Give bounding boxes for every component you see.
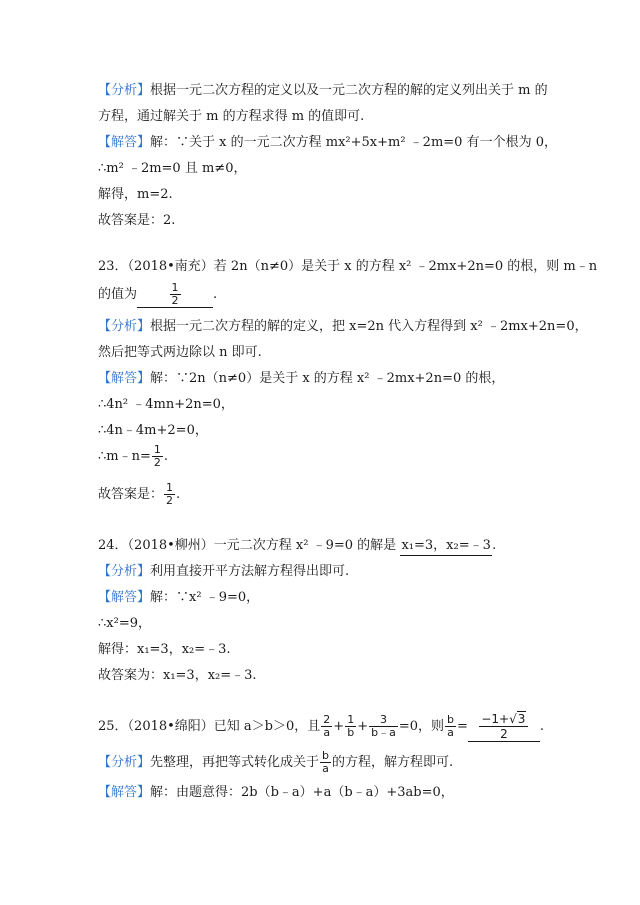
q23-solution-line — [98, 370, 580, 388]
q25-question-text: 25．（2018•绵阳）已知 a＞b＞0，且 — [98, 719, 321, 734]
q23-step-1: ∴4n² ﹣4mn+2n=0， — [98, 397, 234, 412]
analysis-text: 利用直接开平方法解方程得出即可. — [150, 564, 350, 579]
analysis-tag: 【分析】 — [98, 319, 151, 334]
q25-fraction-3-over-b-minus-a: $\frac{3}{b﹣a}$ — [371, 713, 396, 739]
analysis-tag: 【分析】 — [98, 83, 151, 98]
solution-text: 解：∵关于 x 的一元二次方程 mx²+5x+m² ﹣2m=0 有一个根为 0， — [150, 135, 557, 150]
analysis-tag: 【分析】 — [98, 564, 151, 579]
solution-text: 解：∵2n（n≠0）是关于 x 的方程 x² ﹣2mx+2n=0 的根， — [150, 371, 505, 386]
q25-fraction-2-over-a: $\frac{2}{a}$ — [323, 713, 331, 739]
q22-step-1: ∴m² ﹣2m=0 且 m≠0， — [98, 161, 247, 176]
q23-question-line-2: 的值为 $\frac{1}{2}$ . — [98, 281, 218, 307]
q24-question: 24．（2018•柳州）一元二次方程 x² ﹣9=0 的解是 x₁=3，x₂=﹣3. — [98, 537, 580, 556]
q23-step-3: ∴m﹣n= $\frac{1}{2}$ . — [98, 443, 169, 469]
q25-fraction-b-over-a: $\frac{b}{a}$ — [447, 713, 454, 739]
q24-solution-line — [98, 589, 580, 607]
solution-tag: 【解答】 — [98, 590, 151, 605]
q23-answer-fraction: $\frac{1}{2}$ — [171, 281, 179, 307]
q24-step-3: 故答案为：x₁=3，x₂=﹣3. — [98, 668, 257, 683]
q25-answer-fraction: $\frac{-1+√3}{2}$ — [479, 712, 528, 741]
q23-step-2: ∴4n﹣4m+2=0， — [98, 423, 208, 438]
solution-tag: 【解答】 — [98, 135, 151, 150]
q23-step-4-text: 故答案是： — [98, 487, 164, 502]
analysis-text: 先整理，再把等式转化成关于 — [150, 755, 320, 770]
solution-tag: 【解答】 — [98, 785, 151, 800]
q23-analysis-line-2: 然后把等式两边除以 n 即可. — [98, 345, 262, 360]
q23-analysis-line — [98, 318, 588, 336]
analysis-tag: 【分析】 — [98, 755, 151, 770]
analysis-text: 根据一元二次方程的定义以及一元二次方程的解的定义列出关于 m 的 — [150, 83, 548, 98]
q23-question: 23．（2018•南充）若 2n（n≠0）是关于 x 的方程 x² ﹣2mx+2n=0 的根，则 m﹣n — [98, 259, 598, 274]
q22-analysis-line-2: 方程，通过解关于 m 的方程求得 m 的值即可. — [98, 109, 365, 124]
solution-text: 解：∵x² ﹣9=0， — [150, 590, 260, 605]
q23-step-4: 故答案是： $\frac{1}{2}$ . — [98, 481, 181, 507]
q24-step-2: 解得：x₁=3，x₂=﹣3. — [98, 642, 231, 657]
q24-question-text: 24．（2018•柳州）一元二次方程 x² ﹣9=0 的解是 — [98, 538, 397, 553]
q22-step-2: 解得，m=2. — [98, 187, 173, 202]
q23-answer-blank — [137, 282, 213, 308]
q23-step-3-text: ∴m﹣n= — [98, 449, 151, 464]
q23-question-tail: 的值为 — [98, 287, 138, 302]
analysis-text-tail: 的方程，解方程即可. — [332, 755, 454, 770]
q23-step-4-fraction: $\frac{1}{2}$ — [166, 481, 174, 507]
q22-step-3: 故答案是：2. — [98, 213, 176, 228]
q25-solution-line — [98, 784, 580, 802]
q25-equals-zero: =0，则 — [398, 719, 444, 734]
q24-answer-blank: x₁=3，x₂=﹣3 — [400, 537, 492, 556]
q25-analysis-fraction: $\frac{b}{a}$ — [322, 749, 330, 775]
q22-analysis-line — [98, 82, 580, 100]
q25-fraction-1-over-b: $\frac{1}{b}$ — [347, 713, 355, 739]
q23-step-3-fraction: $\frac{1}{2}$ — [153, 443, 161, 469]
q24-analysis-line — [98, 563, 580, 581]
q25-question: 25．（2018•绵阳）已知 a＞b＞0，且 $\frac{2}{a}$ + $\frac{1}{b}$ + $\frac{3}{b﹣a}$ =0，则 $\frac{b}{a}$ = $\frac{-1+√3}{2}$ . — [98, 712, 545, 741]
analysis-text: 根据一元二次方程的解的定义，把 x=2n 代入方程得到 x² ﹣2mx+2n=0， — [150, 319, 588, 334]
q25-analysis-line — [98, 750, 580, 775]
q25-answer-blank — [468, 712, 540, 742]
q22-solution-line — [98, 134, 580, 152]
q24-step-1: ∴x²=9， — [98, 616, 151, 631]
solution-tag: 【解答】 — [98, 371, 151, 386]
solution-text: 解：由题意得：2b（b﹣a）+a（b﹣a）+3ab=0， — [150, 785, 454, 800]
